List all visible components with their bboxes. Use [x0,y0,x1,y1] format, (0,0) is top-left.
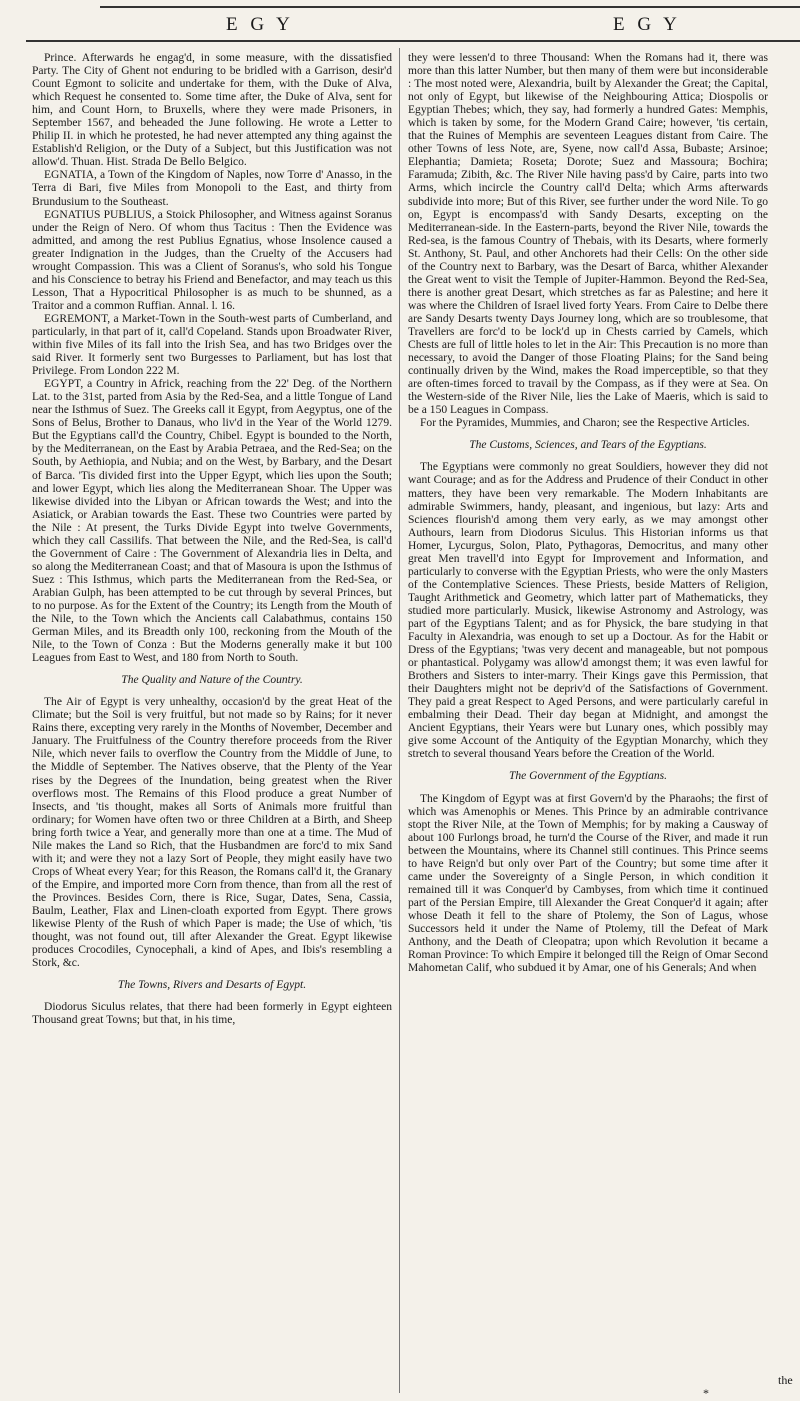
left-column-paragraph: EGNATIA, a Town of the Kingdom of Naples, now Torre d' Anasso, in the Terra di Bari, five Miles from Monopoli to the East, and thirty from Brundusium to the Southeast. [32,169,392,208]
right-column-paragraph: they were lessen'd to three Thousand: When the Romans had it, there was more than this latter Number, but then many of them were but inconsiderable : The most noted were, Alexandria, built by Alexander the Great; the Capital, not only of Egypt, but likewise of the Neighbouring Attica; Diospolis or Egyptian Thebes; which, they say, had formerly a hundred Gates: Memphis, which is taken by some, for the Modern Grand Caire; however, 'tis certain, that the Ruines of Memphis are seventeen Leagues distant from Caire. The other Towns of less Note, are, Syene, now call'd Assa, Bubaste; Arsinoe; Elephantia; Damieta; Roseta; Dorote; Suez and Massoura; Bochira; Faramuda; Zibith, &c. The River Nile having pass'd by Caire, parts into two Arms, which incircle the Country call'd Delta; which Arms afterwards subdivide into more; But of this River, see further under the word Nile. To go on, Egypt is encompass'd with Sandy Desarts, excepting on the Mediterranean-side. In the Eastern-parts, beyond the River Nile, towards the Red-sea, is the famous Country of Thebais, with its Desarts, where formerly St. Anthony, St. Paul, and other Anchorets had their Cells: On the other side of the Country next to Barbary, was the Desart of Barca, whither Alexander the Great went to visit the Temple of Jupiter-Hammon. Beyond the Red-Sea, there is another great Desart, which stretches as far as Palestine; and here it was where the Children of Israel lived forty Years. From Caire to Delbe there are Sandy Desarts twenty Days Journey long, which are so troublesome, that Travellers are forc'd to be lock'd up in Chests carried by Camels, which Chests are full of little holes to let in the Air: This Precaution is no more than necessary, to avoid the Danger of those Floating Plains; for the Sand being continually driven by the Wind, makes the Road imperceptible, so that they are often-times forced to travail by the Compass, as if they were at Sea. On the Western-side of the River Nile, lies the Lake of Maeris, which is said to be a 150 Leagues in Compass. [408,52,768,417]
right-column-paragraph: The Kingdom of Egypt was at first Govern'd by the Pharaohs; the first of which was Amenophis or Menes. This Prince by an admirable contrivance stopt the River Nile, at the Town of Memphis; for by making a Causway of about 100 Furlongs broad, he turn'd the Course of the River, and made it run between the Mountains, where its Channel still continues. This Prince seems to have Reign'd but only over Part of the Country; but some time after it came under the Sovereignty of a Single Person, in which condition it remained till it was Conquer'd by Cambyses, from which time it continued part of the Persian Empire, till Alexander the Great Conquer'd it again; after whose Death it fell to the share of Ptolemy, the Son of Lagus, whose Successors held it under the Name of Ptolemy, till the Defeat of Mark Anthony, and the Death of Cleopatra; upon which Revolution it became a Roman Province: To which Empire it belonged till the Reign of Omar Second Mahometan Calif, who subdued it by Amar, one of his Generals; And when [408,792,768,975]
left-column-paragraph: EGNATIUS PUBLIUS, a Stoick Philosopher, and Witness against Soranus under the Reign of Nero. Of whom thus Tacitus : Then the Evidence was admitted, and among the rest Publius Egnatius, whose Insolence caused a greater Indignation in the Judges, than the Cruelty of the Accusers had wrought Compassion. This was a Client of Soranus's, who sold his Tongue and his Conscience to betray his Friend and Benefactor, and may teach us this Lesson, That a Hypocritical Philosopher is as much to be shunned, as a Traitor and a common Ruffian. Annal. l. 16. [32,208,392,312]
header-rule-top [100,6,800,8]
signature-mark: * [703,1386,709,1400]
running-header [0,0,800,44]
left-column-subheading: The Quality and Nature of the Country. [121,674,303,687]
catchword: the [778,1373,793,1387]
left-column-paragraph: The Air of Egypt is very unhealthy, occasion'd by the great Heat of the Climate; but the Soil is very fruitful, but not made so by Rains; for it never Rains there, excepting very rarely in the Months of November, December and January. The Fruitfulness of the Country therefore proceeds from the River Nile, which never fails to overflow the Country from the Middle of June, to the Middle of September. The Natives observe, that the Plenty of the Year rises by the Degrees of the Inundation, being greatest when the River overflows most. The Remains of this Flood produce a great Number of Insects, and 'tis thought, makes all Sorts of Animals more fruitful than ordinary; for Women have often two or three Children at a Birth, and Sheep bring forth twice a Year, and generally more than one at a time. The Mud of Nile makes the Land so Rich, that the Husbandmen are forc'd to mix Sand with it; and were they not a lazy Sort of People, they might easily have two Crops of Wheat every Year; for this Reason, the Romans call'd it, the Granary of the Empire, and imported more Corn from thence, than from all the rest of the Provinces. Besides Corn, there is Rice, Sugar, Dates, Sena, Cassia, Baulm, Leather, Flax and Linen-cloath exported from Egypt. There grows likewise Plenty of the Rush of which Paper is made; the Use of which, 'tis thought, was not found out, till after Alexander the Great. Egypt likewise produces Crocodiles, Cynocephali, a kind of Apes, and Ibis's resembling a Stork, &c. [32,696,392,970]
left-column-paragraph: Prince. Afterwards he engag'd, in some measure, with the dissatisfied Party. The City of Ghent not enduring to be bridled with a Garrison, desir'd Count Egmont to solicite and undertake for them, with the Duke of Alva, which Request he consented to. Some time after, the Duke of Alva, sent for him, and Count Horn, to Bruxells, where they were made Prisoners, in September 1567, and beheaded the June following. He wrote a Letter to Philip II. in which he protested, he had never attempted any thing against the Establish'd Religion, or the Duty of a Subject, but this Justification was not allow'd. Thuan. Hist. Strada De Bello Belgico. [32,52,392,169]
right-column-paragraph: The Egyptians were commonly no great Souldiers, however they did not want Courage; and as for the Address and Prudence of their Conduct in other matters, they have been very remarkable. The Modern Inhabitants are admirable Swimmers, handy, pleasant, and ingenious, but lazy: Arts and Sciences flourish'd among them very early, as we may amongst other Authours, learn from Diodorus Siculus. This Historian informs us that Homer, Lycurgus, Solon, Plato, Pythagoras, Democritus, and many other great Men travell'd into Egypt for Improvement and Information, and particularly to converse with the Egyptian Priests, who were the only Masters of the Contemplative Sciences. These Priests, beside Matters of Religion, Taught Arithmetick and Geometry, which latter part of Mathematicks, they studied more particularly. Musick, likewise Astronomy and Astrology, was part of the Egyptians Talent; and as for Physick, the bare studying in that Faculty in Alexandria, was enough to set up a Doctour. As for the Habit or Dress of the Egyptians; 'twas very decent and manageable, but not pompous or phantastical. Polygamy was allow'd amongst them; it was even lawful for Brothers and Sisters to inter-marry. Their Kings gave this Permission, that their Daughters might not be depriv'd of the Satisfactions of Government. They paid a great Respect to Aged Persons, and were particularly careful in embalming their Dead. Their day began at Midnight, and amongst the Ancient Egyptians, their Years were but Lunary ones, which possibly may give some Account of the Antiquity of the Egyptian Monarchy, which they stretch to several thousand Years before the Creation of the World. [408,461,768,761]
left-column-paragraph: EGYPT, a Country in Africk, reaching from the 22' Deg. of the Northern Lat. to the 31st, parted from Asia by the Red-Sea, and a little Tongue of Land near the Isthmus of Suez. The Greeks call it Egypt, from Aegyptus, one of the Sons of Belus, Brother to Danaus, who liv'd in the Year of the World 1279. But the Egyptians call'd the Country, Chibel. Egypt is bounded to the North, by the Mediterranean, on the East by Arabia Petraea, and the Red-Sea; on the South, by Aethiopia, and Nubia; and on the West, by Barbary, and the Desart of Barca. 'Tis divided first into the Upper Egypt, which lies upon the South; and lower Egypt, which lies along the Mediterranean Shoar. The Upper was likewise divided into the Libyan or African towards the West; and into the Asiatick, or Arabian towards the East. These two Countries were parted by the Nile : At present, the Turks Divide Egypt into twelve Governments, which they call Cassilifs. That between the Nile, and the Red-Sea, is call'd the Government of Caire : The Government of Alexandria lies in Delta, and so along the Mediterranean Coast; and that of Masoura is upon the Isthmus of Suez : This Isthmus, which parts the Mediterranean from the Red-Sea, or Arabian Gulph, has been attempted to be cut through by several Princes, but to no purpose. As for the Extent of the Country; its Length from the Mouth of the Nile, to the Town which the Ancients call Calabathmus, contains 150 German Miles, and its Breadth only 100, reckoning from the Mouth of the Nile, to the Town of Conza : But the Moderns generally make it but 100 Leagues from East to West, and 180 from North to South. [32,378,392,665]
right-column [408,52,768,1392]
left-column-paragraph: EGREMONT, a Market-Town in the South-west parts of Cumberland, and particularly, in that part of it, call'd Copeland. Stands upon Broadwater River, within five Miles of its fall into the Irish Sea, and has two Bridges over the said River. It formerly sent two Burgesses to Parliament, but has lost that Privilege. From London 222 M. [32,312,392,378]
left-column [32,52,392,1392]
right-column-subheading: The Government of the Egyptians. [508,770,668,783]
header-title-right: E G Y [613,14,681,35]
left-column-subheading: The Towns, Rivers and Desarts of Egypt. [117,979,307,992]
column-divider [399,48,400,1393]
right-column-subheading: The Customs, Sciences, and Tears of the Egyptians. [469,439,707,452]
left-column-paragraph: Diodorus Siculus relates, that there had been formerly in Egypt eighteen Thousand great Towns; but that, in his time, [32,1001,392,1027]
right-column-paragraph: For the Pyramides, Mummies, and Charon; see the Respective Articles. [420,417,750,430]
header-rule-bottom [26,40,800,42]
header-title-left: E G Y [226,14,294,35]
